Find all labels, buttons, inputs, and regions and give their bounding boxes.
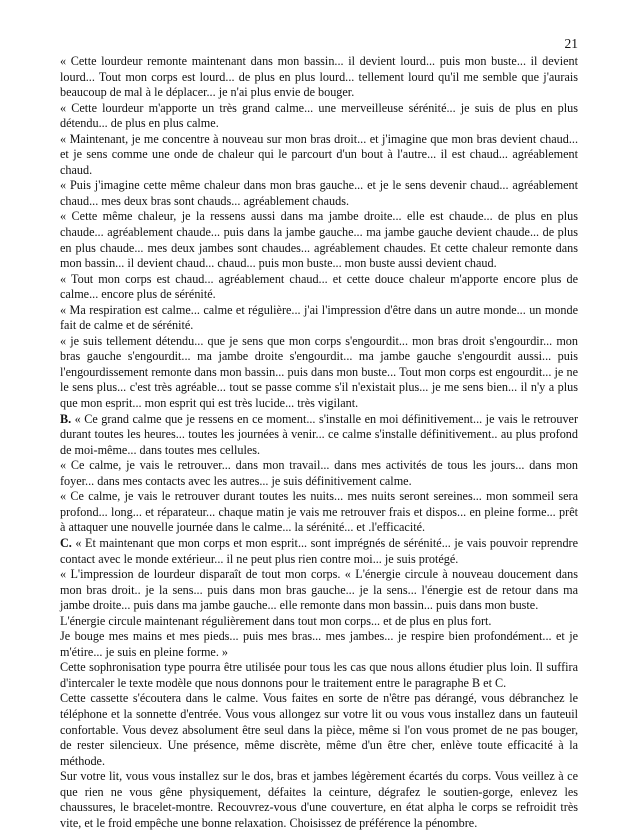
body-text <box>60 54 578 831</box>
paragraph: L'énergie circule maintenant régulièrement dans tout mon corps... et de plus en plus fort. <box>60 613 492 628</box>
paragraph: « Cette même chaleur, je la ressens aussi dans ma jambe droite... elle est chaude... de plus en plus chaude... agréablement chaude... puis dans la jambe gauche... ma jambe gauche devient chaude... de plus en plus chaude... mes deux jambes sont chaudes... agréablement chaudes. Et cette chaleur remonte dans mon bassin... il devient chaud... chaud... puis mon buste... mon buste aussi devient chaud. <box>60 209 578 271</box>
paragraph: Cette cassette s'écoutera dans le calme. Vous faites en sorte de n'être pas dérangé, vous débranchez le téléphone et la sonnette d'entrée. Vous vous allongez sur votre lit ou vous vous installez dans un fauteuil confortable. Vous devez absolument être seul dans la pièce, même si l'on vous promet de ne pas bouger, de rester silencieux. Une présence, même discrète, même d'un être cher, enlève toute efficacité à la méthode. <box>60 691 578 768</box>
section-label: C. <box>60 535 72 550</box>
paragraph: Je bouge mes mains et mes pieds... puis mes bras... mes jambes... je respire bien profondément... et je m'étire... je suis en pleine forme. » <box>60 629 578 659</box>
paragraph: Sur votre lit, vous vous installez sur le dos, bras et jambes légèrement écartés du corps. Vous veillez à ce que rien ne vous gêne physiquement, défaites la ceinture, dégrafez le soutien-gorge, enlevez les chaussures, le bracelet-montre. Recouvrez-vous d'une couverture, en état alpha le corps se refroidit très vite, et le froid empêche une bonne relaxation. Choisissez de préférence la pénombre. <box>60 769 578 830</box>
paragraph: « Puis j'imagine cette même chaleur dans mon bras gauche... et je le sens devenir chaud... agréablement chaud... mes deux bras sont chauds... agréablement chauds. <box>60 178 578 208</box>
paragraph: « Ma respiration est calme... calme et régulière... j'ai l'impression d'être dans un autre monde... un monde fait de calme et de sérénité. <box>60 302 578 333</box>
paragraph: « Cette lourdeur m'apporte un très grand calme... une merveilleuse sérénité... je suis de plus en plus détendu... de plus en plus calme. <box>60 100 578 131</box>
paragraph: « Ce calme, je vais le retrouver... dans mon travail... dans mes activités de tous les jours... dans mon foyer... dans mes contacts avec les autres... je suis définitivement calme. <box>60 458 578 488</box>
paragraph: « Maintenant, je me concentre à nouveau sur mon bras droit... et j'imagine que mon bras devient chaud... et je sens comme une onde de chaleur qui le parcourt d'un bout à l'autre... il est chaud... agréablement chaud. <box>60 131 578 177</box>
section-label: B. <box>60 411 72 426</box>
paragraph: « Ce calme, je vais le retrouver durant toutes les nuits... mes nuits seront sereines... mon sommeil sera profond... long... et réparateur... chaque matin je vais me retrouver frais et dispos... en pleine forme... prêt à attaquer une nouvelle journée dans le calme... la sérénité... et .l'efficacité. <box>60 489 578 535</box>
page-number: 21 <box>564 36 578 51</box>
paragraph: « L'impression de lourdeur disparaît de tout mon corps. « L'énergie circule à nouveau doucement dans mon bras droit.. je la sens... puis dans mon bras gauche... je la sens... l'énergie est de retour dans ma jambe droite... puis dans ma jambe gauche... elle remonte dans mon bassin... puis dans mon buste. <box>60 567 578 613</box>
paragraph: « Cette lourdeur remonte maintenant dans mon bassin... il devient lourd... puis mon buste... il devient lourd... Tout mon corps est lourd... de plus en plus lourd... tellement lourd qu'il me semble que j'aurais beaucoup de mal à le déplacer... je n'ai plus envie de bouger. <box>60 54 578 100</box>
paragraph: Cette sophronisation type pourra être utilisée pour tous les cas que nous allons étudier plus loin. Il suffira d'intercaler le texte modèle que nous donnons pour le traitement entre le paragraphe B et C. <box>60 660 578 690</box>
section-b-paragraph: B. « Ce grand calme que je ressens en ce moment... s'installe en moi définitivement... je vais le retrouver durant toutes les heures... toutes les journées à venir... ce calme s'installe définitivement.. au plus profond de moi-même... dans toutes mes cellules. <box>60 411 579 457</box>
section-c-paragraph: C. « Et maintenant que mon corps et mon esprit... sont imprégnés de sérénité... je vais pouvoir reprendre contact avec le monde extérieur... il ne peut plus rien contre moi... je suis protégé. <box>60 535 578 566</box>
paragraph: « Tout mon corps est chaud... agréablement chaud... et cette douce chaleur m'apporte encore plus de calme... encore plus de sérénité. <box>60 271 578 302</box>
paragraph: « je suis tellement détendu... que je sens que mon corps s'engourdit... mon bras droit s'engourdir... mon bras gauche s'engourdit... ma jambe droite s'engourdit... ma jambe gauche s'engourdit aussi... puis l'engourdissement remonte dans mon bassin... puis dans mon buste... Tout mon corps est engourdit... je ne le sens plus... c'est très agréable... tout se passe comme s'il n'existait plus... je me sens bien... il n'y a plus que mon esprit... mon esprit qui est très lucide... très vigilant. <box>60 333 578 411</box>
